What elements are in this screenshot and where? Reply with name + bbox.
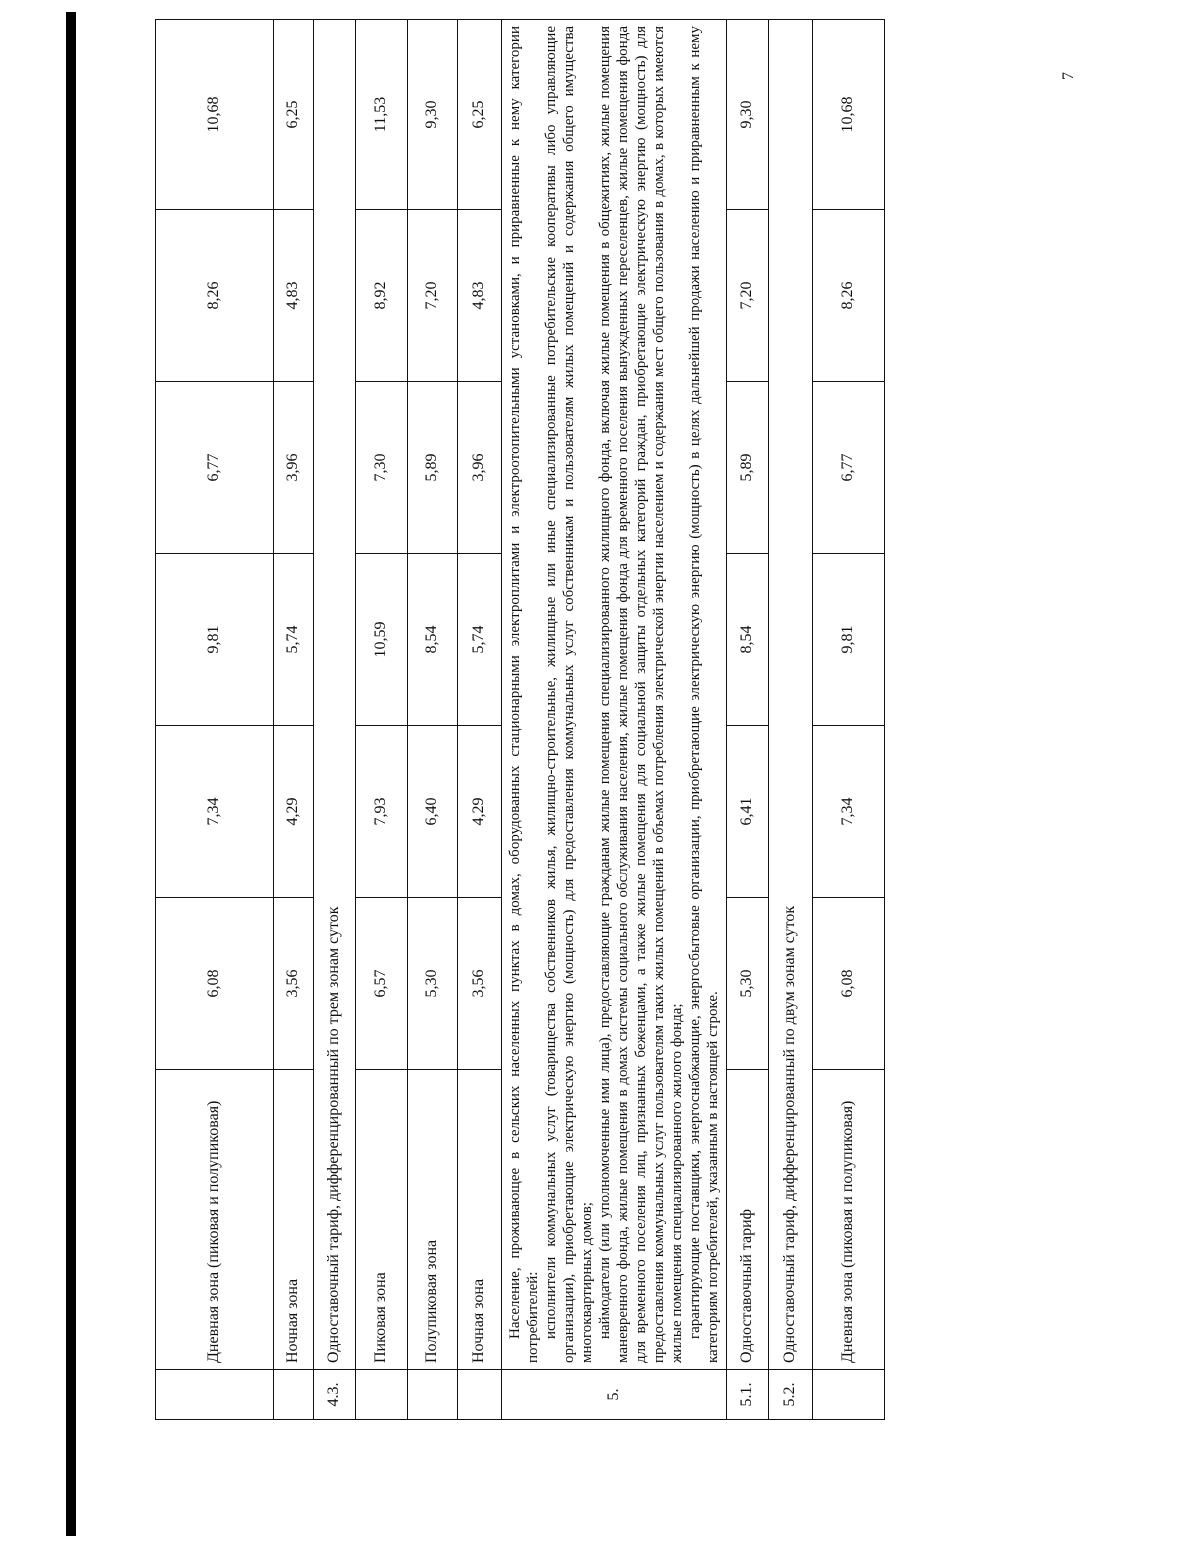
tariff-table-rotated xyxy=(155,20,1175,1420)
row-code: 4.3. xyxy=(314,1370,356,1420)
row-code xyxy=(813,1370,885,1420)
table-row xyxy=(274,20,314,1420)
row-label: Полупиковая зона xyxy=(408,1070,458,1370)
row-code xyxy=(274,1370,314,1420)
row-label: Дневная зона (пиковая и полупиковая) xyxy=(156,1070,274,1370)
row-label: Пиковая зона xyxy=(356,1070,408,1370)
value-cell: 9,30 xyxy=(408,20,458,210)
description-paragraph: гарантирующие поставщики, энергоснабжающие, энергосбытовые организации, приобретающие электрическую энергию (мощность) в целях дальнейшей продажи населению и приравненным к нему категориям потребителей, указанным в настоящей строке. xyxy=(687,26,721,1363)
value-cell: 5,89 xyxy=(408,382,458,554)
row-code xyxy=(156,1370,274,1420)
value-cell: 7,20 xyxy=(408,210,458,382)
value-cell: 6,57 xyxy=(356,898,408,1070)
page-number: 7 xyxy=(1060,72,1077,80)
value-cell: 3,56 xyxy=(274,898,314,1070)
row-code: 5. xyxy=(502,1370,727,1420)
value-cell: 9,30 xyxy=(727,20,769,210)
row-label: Ночная зона xyxy=(458,1070,502,1370)
row-code xyxy=(408,1370,458,1420)
value-cell: 3,96 xyxy=(274,382,314,554)
description-paragraph: исполнители коммунальных услуг (товарищества собственников жилья, жилищно-строительные, жилищные или иные специализированные потребительские кооперативы либо управляющие организации), приобретающие электрическую энергию (мощность) для предоставления коммунальных услуг собственникам и пользователям жилых помещений и содержания общего имущества многоквартирных домов; xyxy=(543,26,595,1363)
row-label: Одноставочный тариф xyxy=(727,1070,769,1370)
value-cell: 6,25 xyxy=(458,20,502,210)
value-cell: 6,08 xyxy=(156,898,274,1070)
value-cell: 10,59 xyxy=(356,554,408,726)
section-heading: Одноставочный тариф, дифференцированный по трем зонам суток xyxy=(314,20,356,1370)
value-cell: 9,81 xyxy=(813,554,885,726)
value-cell: 7,30 xyxy=(356,382,408,554)
table-row xyxy=(769,20,813,1420)
row-code: 5.1. xyxy=(727,1370,769,1420)
row-label: Ночная зона xyxy=(274,1070,314,1370)
value-cell: 6,08 xyxy=(813,898,885,1070)
value-cell: 4,29 xyxy=(458,726,502,898)
value-cell: 8,54 xyxy=(408,554,458,726)
table-row xyxy=(727,20,769,1420)
value-cell: 7,93 xyxy=(356,726,408,898)
table-row xyxy=(314,20,356,1420)
value-cell: 8,92 xyxy=(356,210,408,382)
value-cell: 4,29 xyxy=(274,726,314,898)
value-cell: 5,89 xyxy=(727,382,769,554)
value-cell: 7,20 xyxy=(727,210,769,382)
table-row xyxy=(408,20,458,1420)
value-cell: 6,77 xyxy=(156,382,274,554)
row-label: Дневная зона (пиковая и полупиковая) xyxy=(813,1070,885,1370)
row-code: 5.2. xyxy=(769,1370,813,1420)
value-cell: 11,53 xyxy=(356,20,408,210)
value-cell: 8,54 xyxy=(727,554,769,726)
value-cell: 3,96 xyxy=(458,382,502,554)
value-cell: 6,25 xyxy=(274,20,314,210)
value-cell: 7,34 xyxy=(813,726,885,898)
section-heading: Одноставочный тариф, дифференцированный по двум зонам суток xyxy=(769,20,813,1370)
description-paragraph: Население, проживающее в сельских населенных пунктах в домах, оборудованных стационарными электроплитами и электроотопительными установками, и приравненные к нему категории потребителей: xyxy=(507,26,541,1363)
value-cell: 3,56 xyxy=(458,898,502,1070)
value-cell: 5,30 xyxy=(408,898,458,1070)
value-cell: 7,34 xyxy=(156,726,274,898)
value-cell: 6,40 xyxy=(408,726,458,898)
value-cell: 4,83 xyxy=(274,210,314,382)
table-row xyxy=(356,20,408,1420)
value-cell: 5,30 xyxy=(727,898,769,1070)
value-cell: 8,26 xyxy=(813,210,885,382)
category-description xyxy=(502,20,727,1370)
description-paragraph: наймодатели (или уполномоченные ими лица), предоставляющие гражданам жилые помещения специализированного жилищного фонда, включая жилые помещения в общежитиях, жилые помещения маневренного фонда, жилые помещения в домах системы социального обслуживания населения, жилые помещения фонда для временного поселения вынужденных переселенцев, жилые помещения фонда для временного поселения лиц, признанных беженцами, а также жилые помещения для социальной защиты отдельных категорий граждан, приобретающие электрическую энергию (мощность) для предоставления коммунальных услуг пользователям таких жилых помещений в объемах потребления электрической энергии населением и содержания мест общего пользования в домах, в которых имеются жилые помещения специализированного жилого фонда; xyxy=(597,26,685,1363)
table-row xyxy=(156,20,274,1420)
row-code xyxy=(458,1370,502,1420)
table-row xyxy=(813,20,885,1420)
tariff-table xyxy=(155,19,885,1420)
value-cell: 6,77 xyxy=(813,382,885,554)
value-cell: 6,41 xyxy=(727,726,769,898)
table-row xyxy=(502,20,727,1420)
value-cell: 10,68 xyxy=(156,20,274,210)
table-row xyxy=(458,20,502,1420)
value-cell: 5,74 xyxy=(458,554,502,726)
value-cell: 8,26 xyxy=(156,210,274,382)
value-cell: 9,81 xyxy=(156,554,274,726)
left-margin-bar xyxy=(66,12,76,1536)
row-code xyxy=(356,1370,408,1420)
value-cell: 4,83 xyxy=(458,210,502,382)
value-cell: 10,68 xyxy=(813,20,885,210)
value-cell: 5,74 xyxy=(274,554,314,726)
